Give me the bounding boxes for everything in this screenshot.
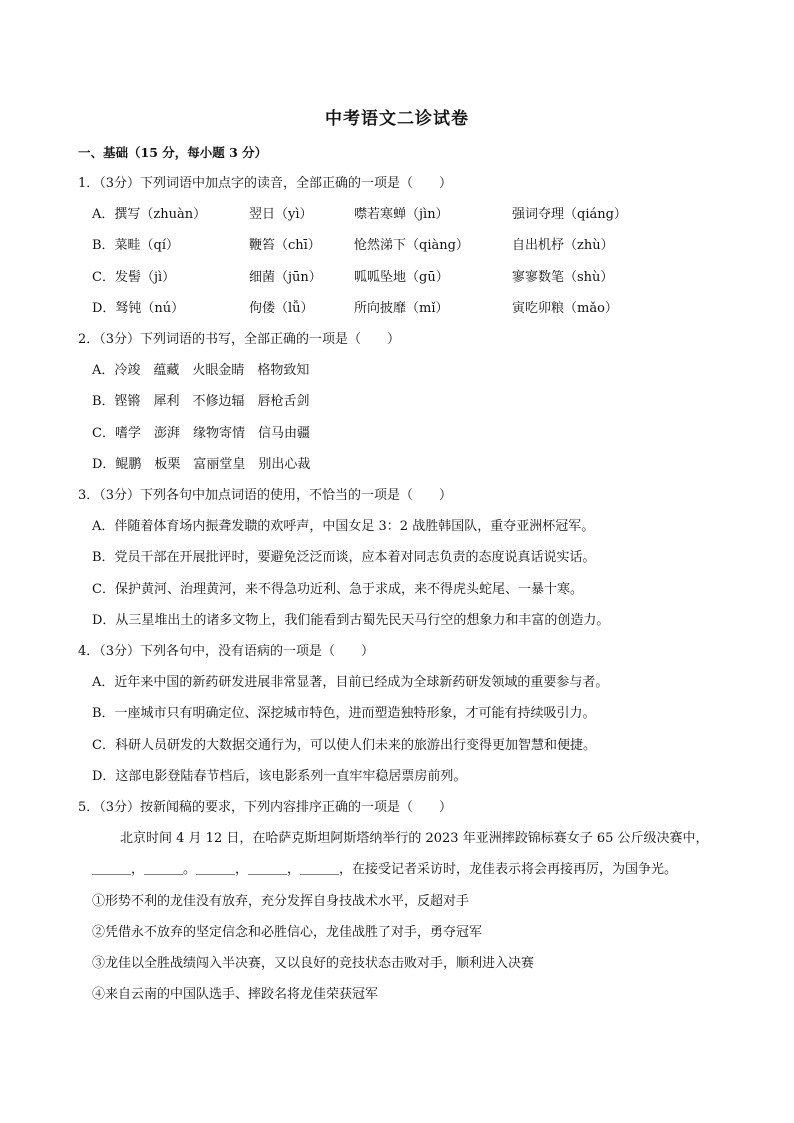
question-1-stem: 1．（3分）下列词语中加点字的读音，全部正确的一项是（ ） — [78, 176, 453, 191]
q3-option-a: A．伴随着体育场内振聋发聩的欢呼声，中国女足 3：2 战胜韩国队，重夺亚洲杯冠军。 — [92, 519, 595, 534]
q4-option-a: A．近年来中国的新药研发进展非常显著，目前已经成为全球新药研发领域的重要参与者。 — [92, 675, 609, 690]
q3-option-c: C．保护黄河、治理黄河，来不得急功近利、急于求成，来不得虎头蛇尾、一暴十寒。 — [92, 582, 583, 597]
q1-option-c-word2: 细菌（jūn） — [249, 270, 322, 285]
q1-option-d-word4: 寅吃卯粮（mǎo） — [512, 301, 618, 316]
q2-option-d: D．鲲鹏 板栗 富丽堂皇 别出心裁 — [92, 457, 311, 472]
q1-option-d-word2: 佝偻（lǚ） — [249, 301, 314, 316]
q4-option-c: C．科研人员研发的大数据交通行为，可以使人们未来的旅游出行变得更加智慧和便捷。 — [92, 738, 596, 753]
q1-option-c-word4: 寥寥数笔（shù） — [512, 270, 614, 285]
q3-option-b: B．党员干部在开展批评时，要避免泛泛而谈，应本着对同志负责的态度说真话说实话。 — [92, 550, 596, 565]
q3-option-d: D．从三星堆出土的诸多文物上，我们能看到古蜀先民天马行空的想象力和丰富的创造力。 — [92, 613, 610, 628]
q1-option-c-word3: 呱呱坠地（gū） — [354, 270, 449, 285]
q4-option-d: D．这部电影登陆春节档后，该电影系列一直牢牢稳居票房前列。 — [92, 769, 467, 784]
q1-option-a-word3: 噤若寒蝉（jìn） — [354, 207, 449, 222]
question-2-stem: 2．（3分）下列词语的书写，全部正确的一项是（ ） — [78, 332, 401, 347]
q2-option-c: C．嗜学 澎湃 缘物寄情 信马由疆 — [92, 426, 310, 441]
q1-option-a-word4: 强词夺理（qiáng） — [512, 207, 627, 222]
q1-option-a-word1: A．撰写（zhuàn） — [92, 207, 207, 222]
q5-item-3: ③龙佳以全胜战绩闯入半决赛，又以良好的竞技状态击败对手，顺利进入决赛 — [92, 956, 535, 971]
q2-option-a: A．冷竣 蕴藏 火眼金睛 格物致知 — [92, 363, 310, 378]
q2-option-b: B．铿锵 犀利 不修边辐 唇枪舌剑 — [92, 394, 310, 409]
exam-title: 中考语文二诊试卷 — [325, 109, 469, 129]
q5-item-4: ④来自云南的中国队选手、摔跤名将龙佳荣获冠军 — [92, 987, 379, 1002]
q1-option-a-word2: 翌日（yì） — [249, 207, 313, 222]
question-5-stem: 5．（3分）按新闻稿的要求，下列内容排序正确的一项是（ ） — [78, 800, 453, 815]
question-3-stem: 3．（3分）下列各句中加点词语的使用，不恰当的一项是（ ） — [78, 488, 453, 503]
q4-option-b: B．一座城市只有明确定位、深挖城市特色，进而塑造独特形象，才可能有持续吸引力。 — [92, 706, 596, 721]
q1-option-c-word1: C．发髻（jì） — [92, 270, 176, 285]
q1-option-d-word3: 所向披靡（mǐ） — [354, 301, 449, 316]
q1-option-b-word1: B．菜畦（qí） — [92, 238, 180, 253]
section-heading: 一、基础（15 分，每小题 3 分） — [78, 145, 268, 160]
question-4-stem: 4．（3分）下列各句中，没有语病的一项是（ ） — [78, 644, 375, 659]
q1-option-b-word3: 怆然涕下（qiàng） — [354, 238, 469, 253]
q5-passage-line1: 北京时间 4 月 12 日，在哈萨克斯坦阿斯塔纳举行的 2023 年亚洲摔跤锦标赛女子 65 公斤级决赛中， — [120, 831, 709, 846]
q5-item-2: ②凭借永不放弃的坚定信念和必胜信心，龙佳战胜了对手，勇夺冠军 — [92, 925, 483, 940]
q5-passage-line2: ＿＿＿，＿＿＿。＿＿＿，＿＿＿，＿＿＿，在接受记者采访时，龙佳表示将会再接再厉，为国争光。 — [92, 862, 678, 877]
q1-option-b-word4: 自出机杼（zhù） — [512, 238, 614, 253]
q1-option-d-word1: D．驽钝（nú） — [92, 301, 185, 316]
q5-item-1: ①形势不利的龙佳没有放弃，充分发挥自身技战术水平，反超对手 — [92, 894, 470, 909]
q1-option-b-word2: 鞭笞（chī） — [249, 238, 321, 253]
